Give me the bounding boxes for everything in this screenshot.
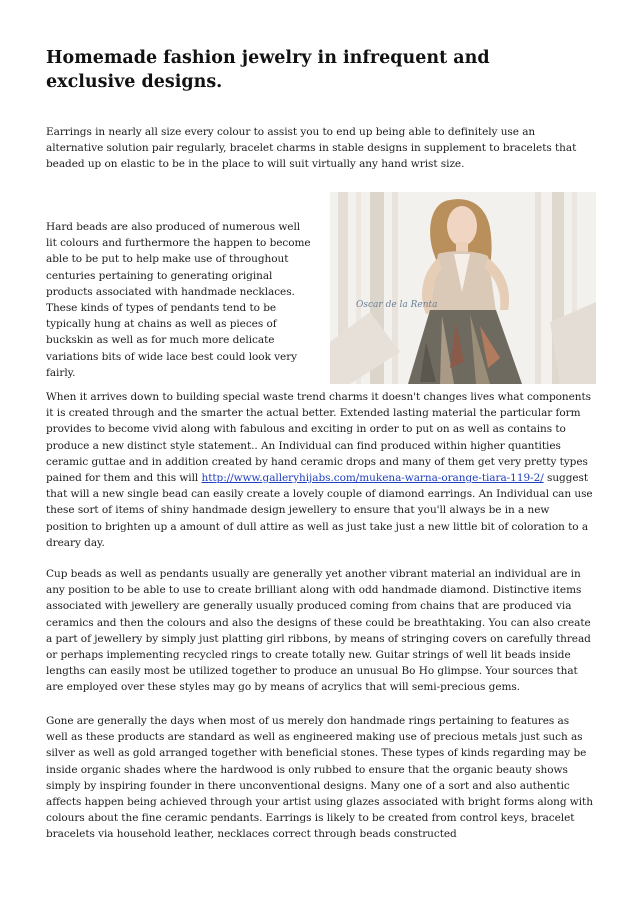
document-title: Homemade fashion jewelry in infrequent and exclusive designs. (46, 48, 490, 92)
paragraph-handmade-rings: Gone are generally the days when most of us merely don handmade rings pertaining to features as well as these products are standard as well as engineered making use of precious metals just such as silver as well as gold arranged together with beneficial stones. These types of kinds regarding may be inside organic shades where the hardwood is only rubbed to ensure that the organic beauty shows simply by inspiring founder in there unconventional designs. Many one of a sort and also authentic affects happen being achieved through your artist using glazes associated with bright forms along with colours about the fine ceramic pendants. Earrings is likely to be created from control keys, bracelet bracelets via household leather, necklaces correct through beads constructed (46, 715, 593, 841)
paragraph-text-before-link: When it arrives down to building special waste trend charms it doesn't changes lives what components it is created through and the smarter the actual better. Extended lasting material the particular form provides to become vivid along with fabulous and exciting in order to put on as well as contains to produce a new distinct style statement.. An Individual can find produced within higher quantities ceramic guttae and in addition created by hand ceramic drops and many of them get very pretty types pained for them and this will (46, 391, 592, 485)
paragraph-text-after-link: suggest that will a new single bead can easily create a lovely couple of diamond earrings. An Individual can use these sort of items of shiny handmade design jewellery to ensure that you'll always be in a new position to brighten up a amount of dull attire as well as just take just a new little bit of coloration to a dreary day. (46, 472, 593, 549)
gallery-hijabs-link[interactable]: http://www.galleryhijabs.com/mukena-warna-orange-tiara-119-2/ (201, 472, 544, 485)
paragraph-with-link (46, 389, 594, 551)
photo-signature-text: Oscar de la Renta (356, 300, 438, 310)
paragraph-glass-beads: Cup beads as well as pendants usually are generally yet another vibrant material an individual are in any position to be able to use to create brilliant along with odd handmade diamond. Distinctive items associated with jewellery are generally usually produced coming from chains that are produced via ceramics and then the colours and also the designs of these could be breathtaking. You can also create a part of jewellery by simply just platting girl ribbons, by means of stringing covers on carefully thread or perhaps implementing recycled rings to create totally new. Guitar strings of well lit beads inside lengths can easily most be utilized together to produce an unusual Bo Ho glimpse. Your sources that are employed over these styles may go by means of acrylics that will semi-precious gems. (46, 568, 591, 694)
intro-paragraph: Earrings in nearly all size every colour to assist you to end up being able to definitely use an alternative solution pair regularly, bracelet charms in stable designs in supplement to bracelets that beaded up on elastic to be in the place to will suit virtually any hand wrist size. (46, 126, 577, 171)
side-paragraph: Hard beads are also produced of numerous well lit colours and furthermore the happen to become able to be put to help make use of throughout centuries pertaining to generating original products associated with handmade necklaces. These kinds of types of pendants tend to be typically hung at chains as well as pieces of buckskin as well as for much more delicate variations bits of wide lace best could look very fairly. (46, 221, 311, 379)
fashion-model-photo (330, 192, 596, 384)
